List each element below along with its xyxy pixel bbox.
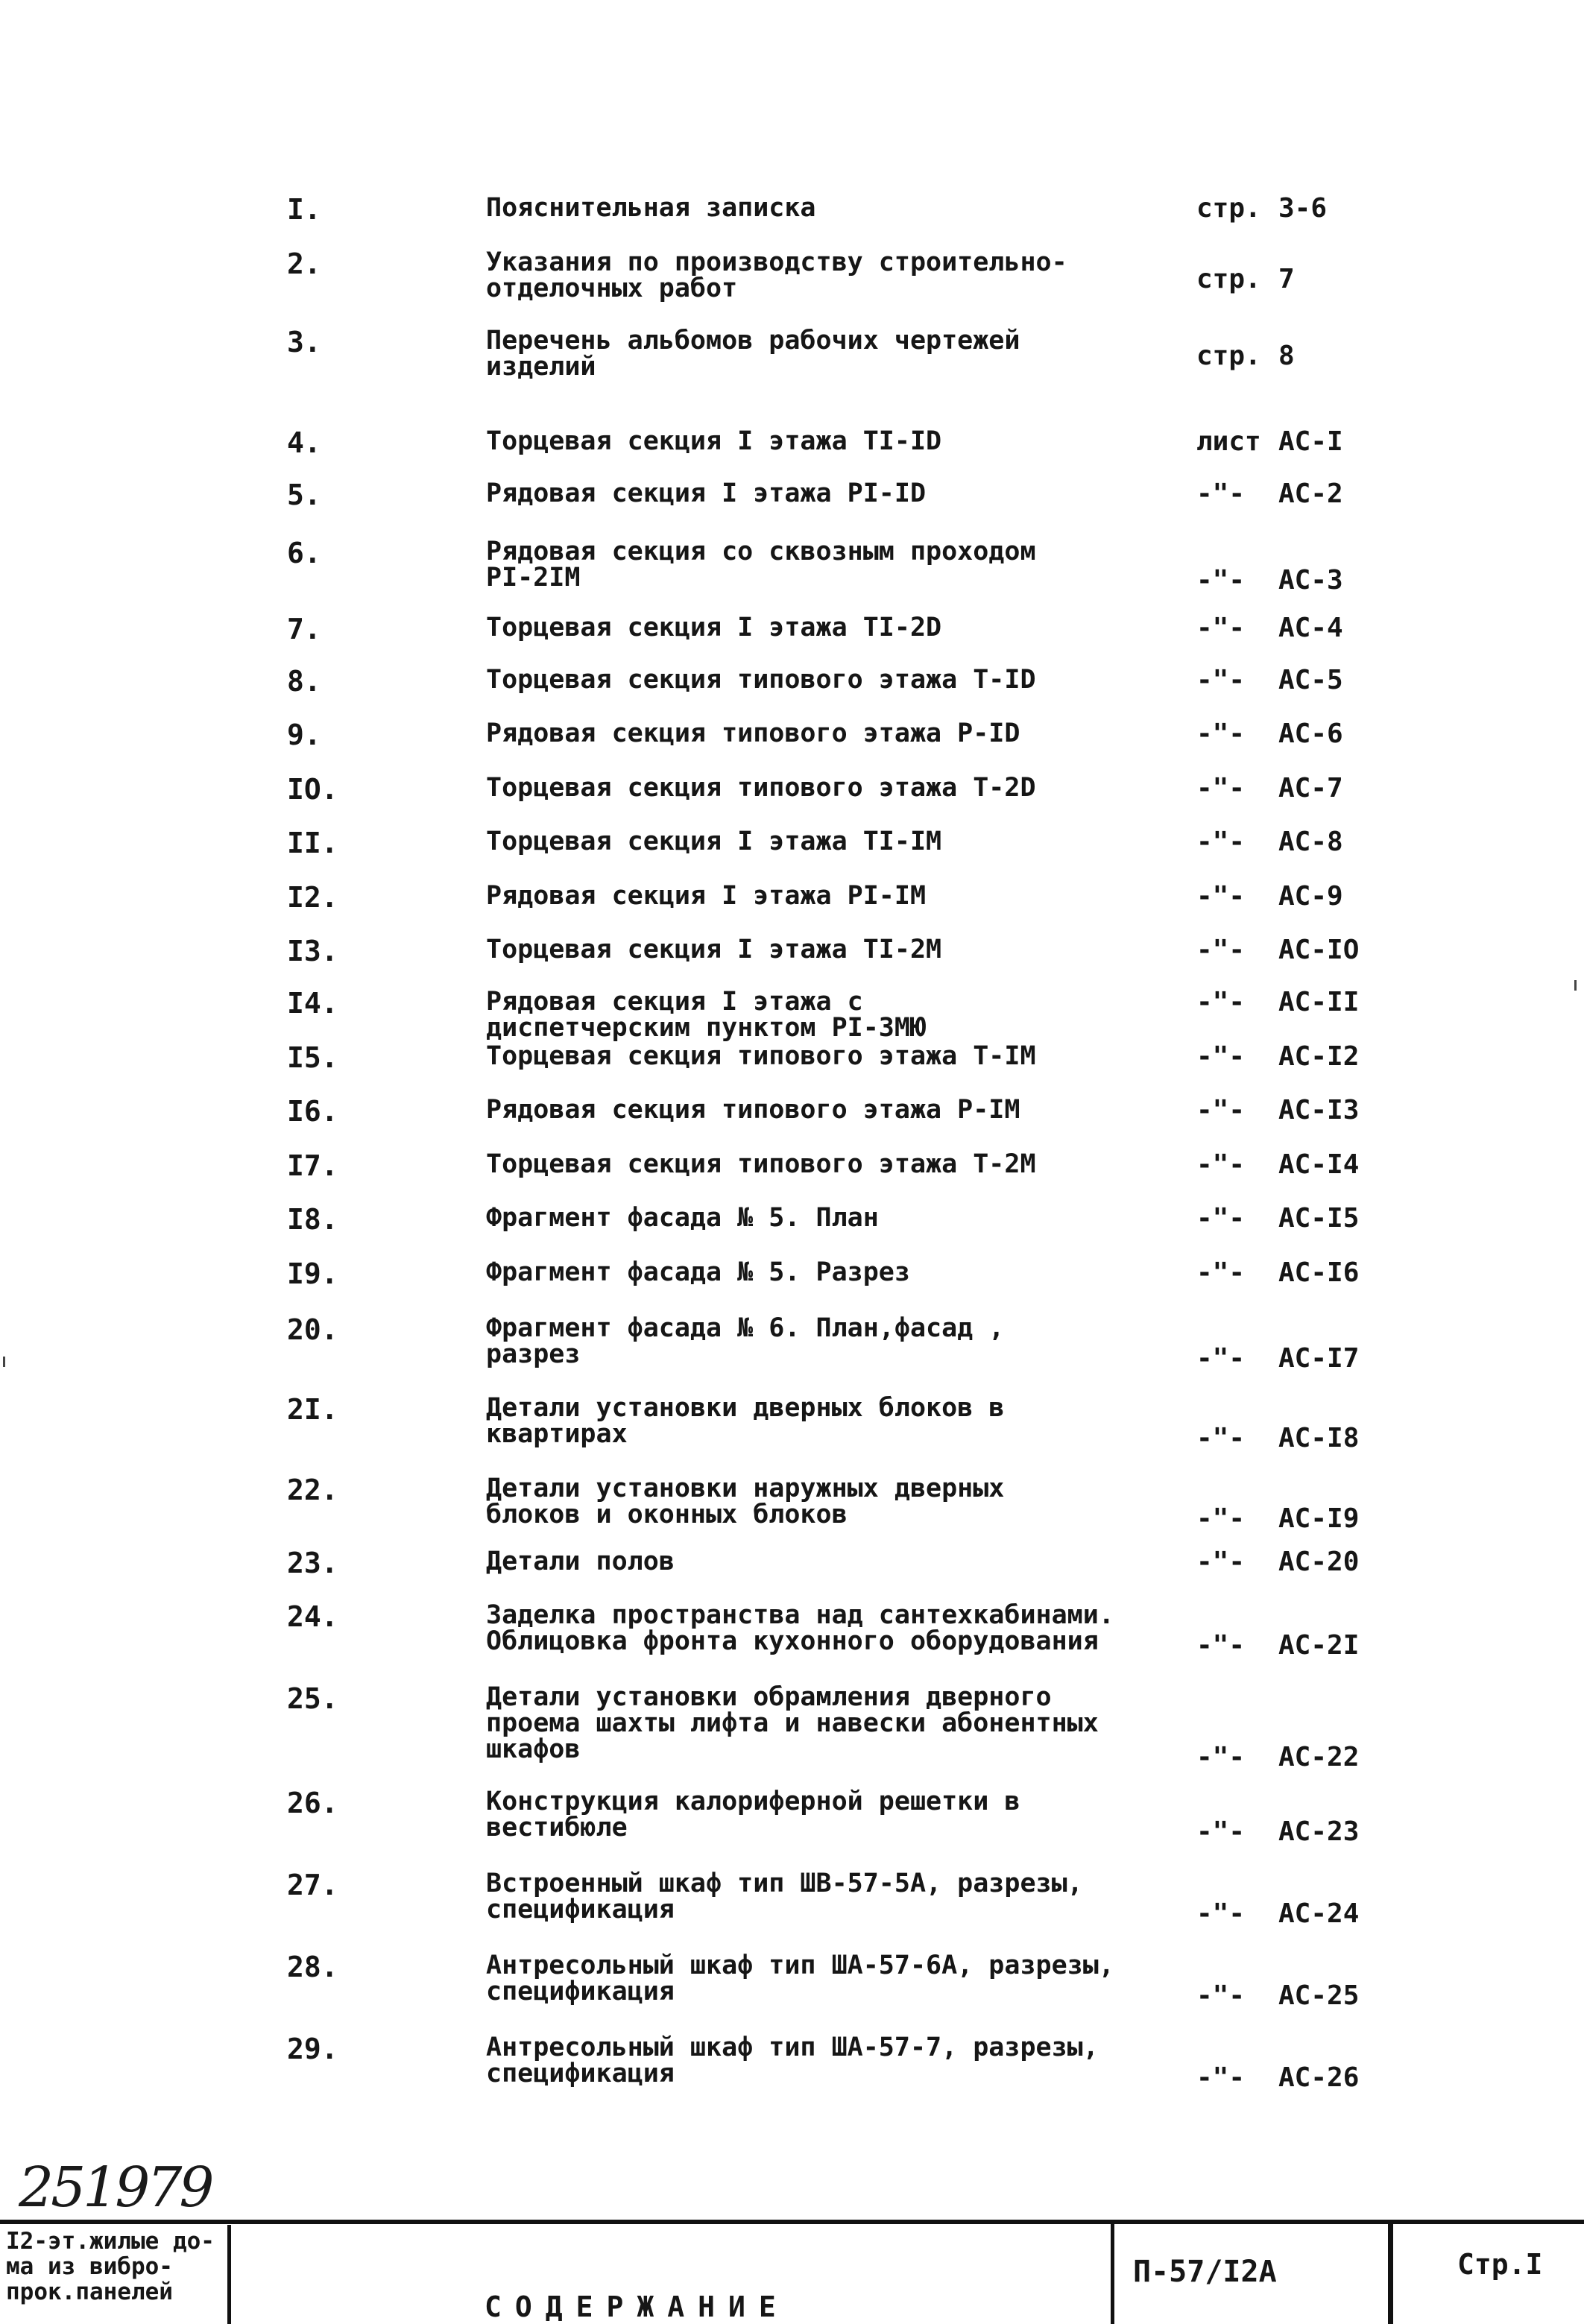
stamp-description: I2-эт.жилые до- ма из вибро- прок.панелей: [6, 2228, 215, 2305]
entry-number: 2I.: [287, 1393, 338, 1426]
entry-number: II.: [287, 827, 338, 859]
entry-ref-label: -"-: [1196, 479, 1246, 509]
entry-number: 22.: [287, 1474, 338, 1506]
entry-sheet-ref: АС-I6: [1278, 1257, 1360, 1288]
entry-title: Рядовая секция I этажа с диспетчерским пунктом PI-3МЮ: [486, 987, 927, 1043]
entry-sheet-ref: 7: [1278, 264, 1295, 294]
entry-title: Фрагмент фасада № 5. Разрез: [486, 1257, 910, 1287]
stamp-divider: [1111, 2220, 1114, 2324]
entry-sheet-ref: АС-IO: [1278, 935, 1360, 965]
entry-title: Встроенный шкаф тип ШВ-57-5А, разрезы, спецификация: [486, 1869, 1083, 1924]
entry-title: Детали установки наружных дверных блоков и оконных блоков: [486, 1474, 1005, 1529]
entry-number: I7.: [287, 1149, 338, 1182]
entry-number: I2.: [287, 881, 338, 914]
entry-title: Антресольный шкаф тип ША-57-7, разрезы, спецификация: [486, 2033, 1099, 2088]
entry-sheet-ref: АС-I3: [1278, 1095, 1360, 1125]
scan-mark: [1574, 980, 1577, 991]
entry-number: 26.: [287, 1787, 338, 1819]
entry-title: Торцевая секция типового этажа T-2М: [486, 1149, 1036, 1179]
entry-title: Торцевая секция типового этажа T-2D: [486, 773, 1036, 803]
entry-sheet-ref: АС-4: [1278, 613, 1343, 643]
entry-sheet-ref: АС-I4: [1278, 1149, 1360, 1180]
entry-ref-label: -"-: [1196, 935, 1246, 965]
stamp-title: СОДЕРЖАНИЕ: [485, 2290, 789, 2323]
entry-sheet-ref: АС-I5: [1278, 1203, 1360, 1234]
entry-sheet-ref: АС-2I: [1278, 1630, 1360, 1661]
entry-ref-label: -"-: [1196, 773, 1246, 803]
entry-sheet-ref: 3-6: [1278, 193, 1328, 224]
entry-number: 23.: [287, 1547, 338, 1579]
entry-sheet-ref: АС-I7: [1278, 1343, 1360, 1374]
entry-ref-label: -"-: [1196, 613, 1246, 643]
entry-title: Детали установки дверных блоков в квартирах: [486, 1393, 1005, 1449]
entry-number: 4.: [287, 426, 321, 459]
entry-number: 24.: [287, 1600, 338, 1633]
entry-ref-label: -"-: [1196, 1742, 1246, 1772]
entry-ref-label: -"-: [1196, 665, 1246, 695]
entry-title: Торцевая секция I этажа TI-2D: [486, 613, 942, 642]
entry-number: 25.: [287, 1682, 338, 1715]
entry-title: Перечень альбомов рабочих чертежей изделий: [486, 326, 1020, 382]
entry-ref-label: -"-: [1196, 1980, 1246, 2011]
entry-number: I6.: [287, 1095, 338, 1128]
entry-sheet-ref: АС-I9: [1278, 1503, 1360, 1534]
entry-sheet-ref: АС-22: [1278, 1742, 1360, 1772]
entry-title: Торцевая секция типового этажа T-IМ: [486, 1041, 1036, 1071]
entry-title: Рядовая секция I этажа PI-IМ: [486, 881, 927, 911]
entry-ref-label: -"-: [1196, 1816, 1246, 1847]
entry-ref-label: -"-: [1196, 1257, 1246, 1288]
entry-sheet-ref: АС-23: [1278, 1816, 1360, 1847]
entry-number: I8.: [287, 1203, 338, 1236]
entry-ref-label: стр.: [1196, 264, 1261, 294]
entry-ref-label: -"-: [1196, 1898, 1246, 1929]
entry-sheet-ref: АС-II: [1278, 987, 1360, 1017]
entry-title: Фрагмент фасада № 5. План: [486, 1203, 879, 1233]
entry-ref-label: -"-: [1196, 1547, 1246, 1577]
entry-number: 3.: [287, 326, 321, 359]
entry-sheet-ref: АС-6: [1278, 719, 1343, 749]
entry-sheet-ref: АС-5: [1278, 665, 1343, 695]
entry-number: 8.: [287, 665, 321, 698]
entry-title: Конструкция калориферной решетки в вестибюле: [486, 1787, 1020, 1843]
entry-number: 5.: [287, 479, 321, 511]
entry-title: Заделка пространства над сантехкабинами. Облицовка фронта кухонного оборудования: [486, 1600, 1114, 1656]
entry-title: Торцевая секция I этажа TI-2М: [486, 935, 942, 964]
entry-title: Фрагмент фасада № 6. План,фасад , разрез: [486, 1313, 1005, 1369]
entry-sheet-ref: АС-24: [1278, 1898, 1360, 1929]
entry-sheet-ref: АС-2: [1278, 479, 1343, 509]
entry-title: Торцевая секция I этажа TI-IМ: [486, 827, 942, 856]
entry-title: Антресольный шкаф тип ША-57-6А, разрезы, спецификация: [486, 1951, 1114, 2006]
entry-ref-label: -"-: [1196, 565, 1246, 596]
entry-number: 7.: [287, 613, 321, 645]
entry-ref-label: -"-: [1196, 1203, 1246, 1234]
entry-number: IO.: [287, 773, 338, 806]
entry-sheet-ref: 8: [1278, 341, 1295, 371]
entry-title: Рядовая секция типового этажа P-IМ: [486, 1095, 1020, 1125]
entry-ref-label: -"-: [1196, 719, 1246, 749]
entry-sheet-ref: АС-I8: [1278, 1423, 1360, 1453]
entry-sheet-ref: АС-25: [1278, 1980, 1360, 2011]
entry-number: 6.: [287, 537, 321, 569]
entry-title: Торцевая секция типового этажа T-ID: [486, 665, 1036, 695]
entry-ref-label: -"-: [1196, 1343, 1246, 1374]
entry-ref-label: -"-: [1196, 827, 1246, 857]
entry-number: I9.: [287, 1257, 338, 1290]
entry-ref-label: стр.: [1196, 341, 1261, 371]
entry-sheet-ref: АС-8: [1278, 827, 1343, 857]
entry-ref-label: -"-: [1196, 1630, 1246, 1661]
entry-title: Детали установки обрамления дверного проема шахты лифта и навески абонентных шкафов: [486, 1682, 1099, 1764]
entry-sheet-ref: АС-3: [1278, 565, 1343, 596]
entry-title: Указания по производству строительно- отделочных работ: [486, 247, 1067, 303]
entry-number: I5.: [287, 1041, 338, 1074]
entry-sheet-ref: АС-26: [1278, 2062, 1360, 2093]
entry-ref-label: лист: [1196, 426, 1261, 457]
entry-ref-label: -"-: [1196, 1041, 1246, 1072]
entry-number: I4.: [287, 987, 338, 1020]
entry-ref-label: -"-: [1196, 881, 1246, 912]
entry-number: I3.: [287, 935, 338, 967]
entry-ref-label: -"-: [1196, 2062, 1246, 2093]
entry-title: Пояснительная записка: [486, 193, 816, 223]
stamp-document-code: П-57/I2А: [1133, 2255, 1277, 2289]
scan-mark: [3, 1357, 5, 1367]
entry-ref-label: -"-: [1196, 987, 1246, 1017]
entry-number: I.: [287, 193, 321, 226]
stamp-top-border: [0, 2220, 1584, 2224]
entry-ref-label: -"-: [1196, 1503, 1246, 1534]
entry-number: 27.: [287, 1869, 338, 1901]
entry-number: 28.: [287, 1951, 338, 1983]
entry-title: Рядовая секция I этажа PI-ID: [486, 479, 927, 508]
entry-sheet-ref: АС-I: [1278, 426, 1343, 457]
entry-ref-label: -"-: [1196, 1423, 1246, 1453]
entry-number: 20.: [287, 1313, 338, 1346]
entry-number: 9.: [287, 719, 321, 751]
stamp-page-number: Стр.I: [1457, 2248, 1543, 2281]
stamp-divider: [1388, 2220, 1393, 2324]
entry-title: Детали полов: [486, 1547, 675, 1576]
entry-sheet-ref: АС-7: [1278, 773, 1343, 803]
entry-number: 29.: [287, 2033, 338, 2065]
entry-number: 2.: [287, 247, 321, 280]
entry-sheet-ref: АС-9: [1278, 881, 1343, 912]
entry-sheet-ref: АС-I2: [1278, 1041, 1360, 1072]
handwritten-inventory-number: 251979: [19, 2156, 212, 2220]
entry-ref-label: -"-: [1196, 1095, 1246, 1125]
entry-sheet-ref: АС-20: [1278, 1547, 1360, 1577]
entry-title: Торцевая секция I этажа TI-ID: [486, 426, 942, 456]
entry-ref-label: стр.: [1196, 193, 1261, 224]
entry-ref-label: -"-: [1196, 1149, 1246, 1180]
entry-title: Рядовая секция со сквозным проходом PI-2IМ: [486, 537, 1036, 593]
entry-title: Рядовая секция типового этажа P-ID: [486, 719, 1020, 748]
